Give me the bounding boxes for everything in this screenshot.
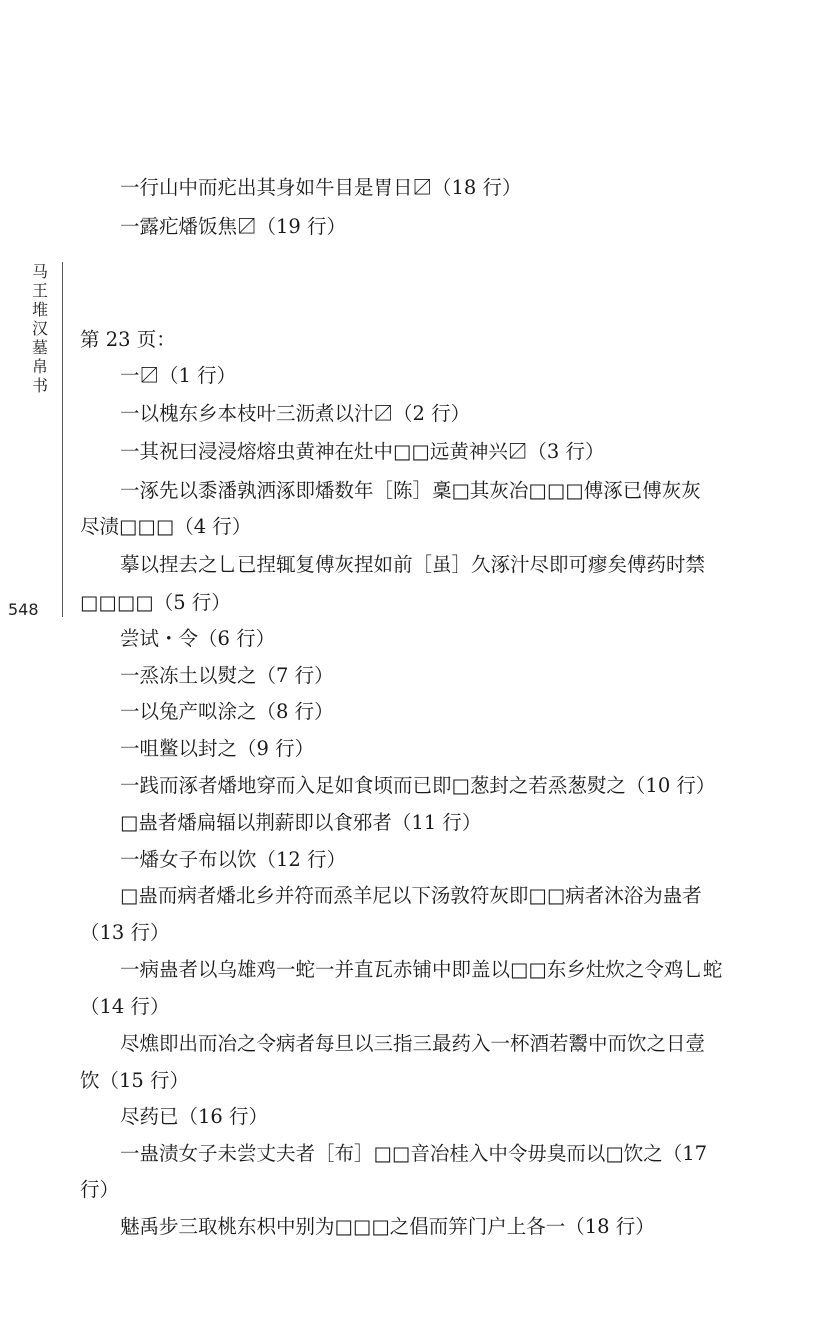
text-line: □蛊而病者燔北乡并符而烝羊尼以下汤敦符灰即□□病者沐浴为蛊者 <box>120 884 702 907</box>
side-title-char: 马 <box>31 262 48 281</box>
side-title-char: 帛 <box>31 357 48 376</box>
text-line: （13 行） <box>80 921 170 944</box>
text-line: 尽药已（16 行） <box>120 1105 269 1128</box>
text-line: 一以兔产㕽涂之（8 行） <box>120 700 334 723</box>
text-line: 一烝冻土以熨之（7 行） <box>120 664 334 687</box>
side-title-char: 王 <box>31 281 48 300</box>
side-title-char: 汉 <box>31 319 48 338</box>
text-line: 尝试・令（6 行） <box>120 627 276 650</box>
page-number: 548 <box>8 600 39 619</box>
text-line: □□□□（5 行） <box>80 591 231 614</box>
text-line: 一露疕燔饭焦〼（19 行） <box>120 215 347 238</box>
text-line: 一涿先以黍潘孰洒涿即燔数年［陈］稾□其灰冶□□□傅涿已傅灰灰 <box>120 479 701 502</box>
text-line: 一病蛊者以乌雄鸡一蛇一并直瓦赤铺中即盖以□□东乡灶炊之令鸡乚蛇 <box>120 958 723 981</box>
text-line: 尽燋即出而冶之令病者每旦以三指三最药入一杯酒若鬻中而饮之日壹 <box>120 1032 706 1055</box>
text-line: 一〼（1 行） <box>120 364 237 387</box>
text-line: 一蛊渍女子未尝丈夫者［布］□□音冶桂入中令毋臭而以□饮之（17 <box>120 1142 708 1165</box>
side-title-char: 墓 <box>31 338 48 357</box>
text-line: （14 行） <box>80 995 170 1018</box>
text-line: 一咀鳖以封之（9 行） <box>120 737 315 760</box>
text-line: 尽渍□□□（4 行） <box>80 515 252 538</box>
side-title-char: 书 <box>31 376 48 395</box>
text-line: 一其祝曰浸浸熔熔虫黄神在灶中□□远黄神兴〼（3 行） <box>120 440 605 463</box>
side-book-title <box>30 262 50 395</box>
text-line: 一践而涿者燔地穿而入足如食顷而已即□葱封之若烝葱熨之（10 行） <box>120 774 716 797</box>
text-line: 一行山中而疕出其身如牛目是胃日〼（18 行） <box>120 176 522 199</box>
side-divider <box>62 262 63 617</box>
text-line: 行） <box>80 1178 120 1201</box>
text-line: 摹以捏去之乚已捏辄复傅灰捏如前［虽］久涿汁尽即可瘳矣傅药时禁 <box>120 553 706 576</box>
text-line: 一燔女子布以饮（12 行） <box>120 848 347 871</box>
text-line: □蛊者燔扁辐以荆薪即以食邪者（11 行） <box>120 811 482 834</box>
side-title-char: 堆 <box>31 300 48 319</box>
text-line: 饮（15 行） <box>80 1069 190 1092</box>
text-line: 魅禹步三取桃东枳中别为□□□之倡而笄门户上各一（18 行） <box>120 1215 655 1238</box>
text-line: 一以槐东乡本枝叶三沥煮以汁〼（2 行） <box>120 402 471 425</box>
section-heading: 第 23 页： <box>80 328 176 351</box>
